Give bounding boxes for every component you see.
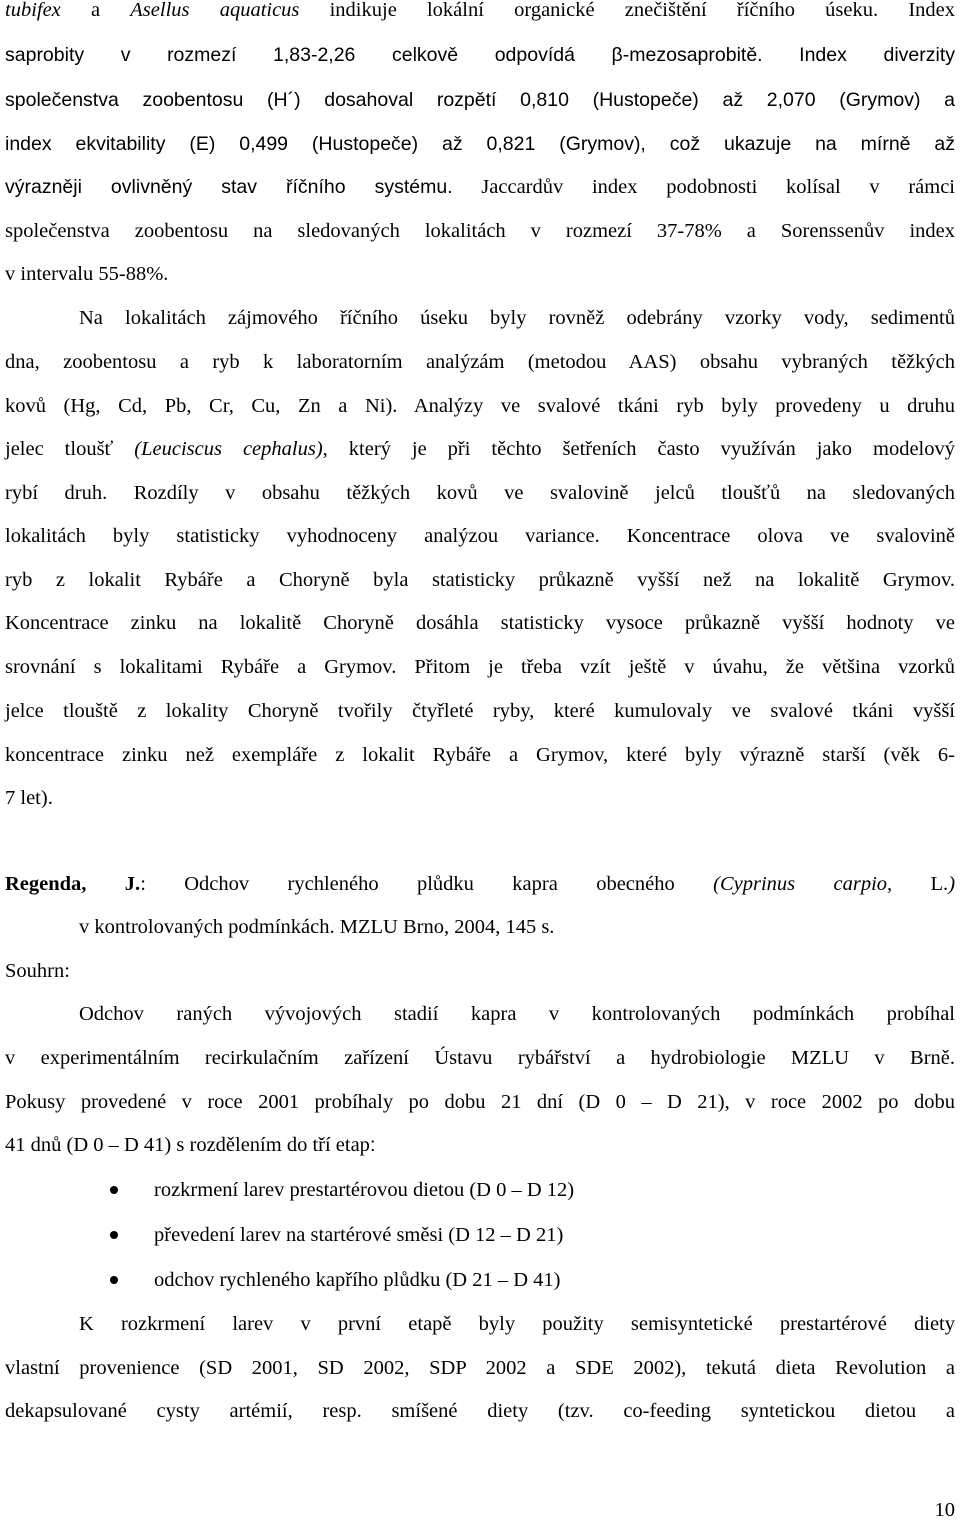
- paragraph-line: 7 let).: [5, 787, 53, 809]
- paragraph-line: dna, zoobentosu a ryb k laboratorním analýzám (metodou AAS) obsahu vybraných těžkých: [5, 351, 955, 373]
- paragraph-line: výrazněji ovlivněný stav říčního systému. Jaccardův index podobnosti kolísal v rámci: [5, 176, 955, 198]
- paragraph-line: kovů (Hg, Cd, Pb, Cr, Cu, Zn a Ni). Analýzy ve svalové tkáni ryb byly provedeny u druhu: [5, 395, 955, 417]
- summary-line: v experimentálním recirkulačním zařízení Ústavu rybářství a hydrobiologie MZLU v Brně.: [5, 1047, 955, 1069]
- paragraph-line: jelec tloušť (Leuciscus cephalus), který je při těchto šetřeních často využíván jako modelový: [5, 438, 955, 460]
- paragraph-line: lokalitách byly statisticky vyhodnoceny analýzou variance. Koncentrace olova ve svalovině: [5, 525, 955, 547]
- paragraph-line: saprobity v rozmezí 1,83-2,26 celkově odpovídá β-mezosaprobitě. Index diverzity: [5, 44, 955, 66]
- paragraph-line: ryb z lokalit Rybáře a Choryně byla statisticky průkazně vyšší než na lokalitě Grymov.: [5, 569, 955, 591]
- bullet-icon: [110, 1276, 118, 1284]
- paragraph-line: vlastní provenience (SD 2001, SD 2002, SDP 2002 a SDE 2002), tekutá dieta Revolution a: [5, 1357, 955, 1379]
- summary-line: 41 dnů (D 0 – D 41) s rozdělením do tří etap:: [5, 1134, 376, 1156]
- paragraph-line: v intervalu 55-88%.: [5, 263, 169, 285]
- reference-author: Regenda, J.: [5, 873, 141, 895]
- paragraph-line: Koncentrace zinku na lokalitě Choryně dosáhla statisticky vysoce průkazně vyšší hodnoty ve: [5, 612, 955, 634]
- paragraph-line: K rozkrmení larev v první etapě byly použity semisyntetické prestartérové diety: [79, 1313, 955, 1335]
- paragraph-line: Na lokalitách zájmového říčního úseku byly rovněž odebrány vzorky vody, sedimentů: [79, 307, 955, 329]
- paragraph-line: srovnání s lokalitami Rybáře a Grymov. Přitom je třeba vzít ještě v úvahu, že většina vzorků: [5, 656, 955, 678]
- paragraph-line: rybí druh. Rozdíly v obsahu těžkých kovů ve svalovině jelců tloušťů na sledovaných: [5, 482, 955, 504]
- paragraph-line: tubifex a Asellus aquaticus indikuje lokální organické znečištění říčního úseku. Index: [5, 0, 955, 21]
- summary-line: Odchov raných vývojových stadií kapra v kontrolovaných podmínkách probíhal: [79, 1003, 955, 1025]
- paragraph-line: společenstva zoobentosu na sledovaných lokalitách v rozmezí 37-78% a Sorenssenův index: [5, 220, 955, 242]
- summary-line: Pokusy provedené v roce 2001 probíhaly po dobu 21 dní (D 0 – D 21), v roce 2002 po dobu: [5, 1091, 955, 1113]
- paragraph-line: index ekvitability (E) 0,499 (Hustopeče) až 0,821 (Grymov), což ukazuje na mírně až: [5, 133, 955, 155]
- paragraph-line: společenstva zoobentosu (H´) dosahoval rozpětí 0,810 (Hustopeče) až 2,070 (Grymov) a: [5, 89, 955, 111]
- paragraph-line: jelce tlouště z lokality Choryně tvořily čtyřleté ryby, které kumulovaly ve svalové tkáni vyšší: [5, 700, 955, 722]
- paragraph-line: dekapsulované cysty artémií, resp. smíšené diety (tzv. co-feeding syntetickou dietou a: [5, 1400, 955, 1422]
- page-number: 10: [934, 1499, 955, 1521]
- reference-line: v kontrolovaných podmínkách. MZLU Brno, 2004, 145 s.: [79, 916, 555, 938]
- reference-line: Regenda, J.: Odchov rychleného plůdku kapra obecného (Cyprinus carpio, L.): [5, 873, 956, 895]
- paragraph-line: koncentrace zinku než exempláře z lokalit Rybáře a Grymov, které byly výrazně starší (věk 6-: [5, 744, 955, 766]
- bullet-icon: [110, 1231, 118, 1239]
- summary-label: Souhrn:: [5, 960, 70, 982]
- bullet-icon: [110, 1186, 118, 1194]
